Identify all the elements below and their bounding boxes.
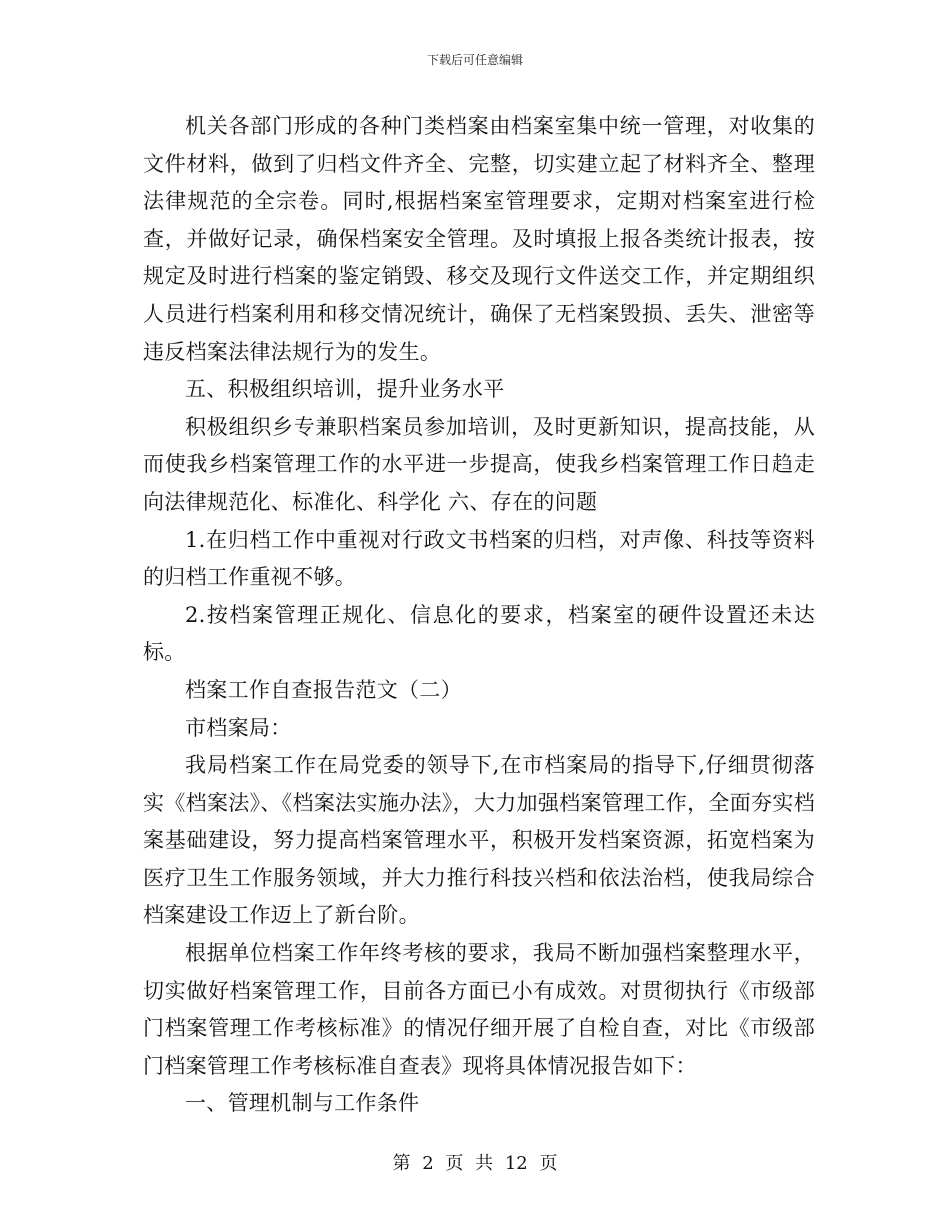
page-header-note: 下载后可任意编辑 (426, 53, 523, 67)
issue-item-2: 2.按档案管理正规化、信息化的要求，档案室的硬件设置还未达标。 (143, 602, 815, 665)
document-body (143, 108, 815, 1123)
paragraph-bureau-work: 我局档案工作在局党委的领导下,在市档案局的指导下,仔细贯彻落实《档案法》、《档案法实施办法》，大力加强档案管理工作，全面夯实档案基础建设，努力提高档案管理水平，积极开发档案资源，拓宽档案为医疗卫生工作服务领域，并大力推行科技兴档和依法治档，使我局综合档案建设工作迈上了新台阶。 (143, 753, 815, 928)
paragraph-training: 积极组织乡专兼职档案员参加培训，及时更新知识，提高技能，从而使我乡档案管理工作的水平进一步提高，使我乡档案管理工作日趋走向法律规范化、标准化、科学化 六、存在的问题 (143, 414, 815, 514)
paragraph-self-inspection: 根据单位档案工作年终考核的要求，我局不断加强档案整理水平，切实做好档案管理工作，目前各方面已小有成效。对贯彻执行《市级部门档案管理工作考核标准》的情况仔细开展了自检自查，对比《市级部门档案管理工作考核标准自查表》现将具体情况报告如下： (143, 941, 815, 1078)
report-title-two: 档案工作自查报告范文（二） (185, 677, 462, 702)
salutation: 市档案局： (185, 715, 292, 740)
page-number: 第 2 页 共 12 页 (392, 1153, 558, 1174)
section-heading-training: 五、积极组织培训，提升业务水平 (185, 377, 505, 402)
section-heading-mechanism: 一、管理机制与工作条件 (185, 1091, 420, 1116)
paragraph-archive-management: 机关各部门形成的各种门类档案由档案室集中统一管理，对收集的文件材料，做到了归档文件齐全、完整，切实建立起了材料齐全、整理法律规范的全宗卷。同时,根据档案室管理要求，定期对档案室进行检查，并做好记录，确保档案安全管理。及时填报上报各类统计报表，按规定及时进行档案的鉴定销毁、移交及现行文件送交工作，并定期组织人员进行档案利用和移交情况统计，确保了无档案毁损、丢失、泄密等违反档案法律法规行为的发生。 (143, 114, 815, 364)
issue-item-1: 1.在归档工作中重视对行政文书档案的归档，对声像、科技等资料的归档工作重视不够。 (143, 527, 815, 590)
